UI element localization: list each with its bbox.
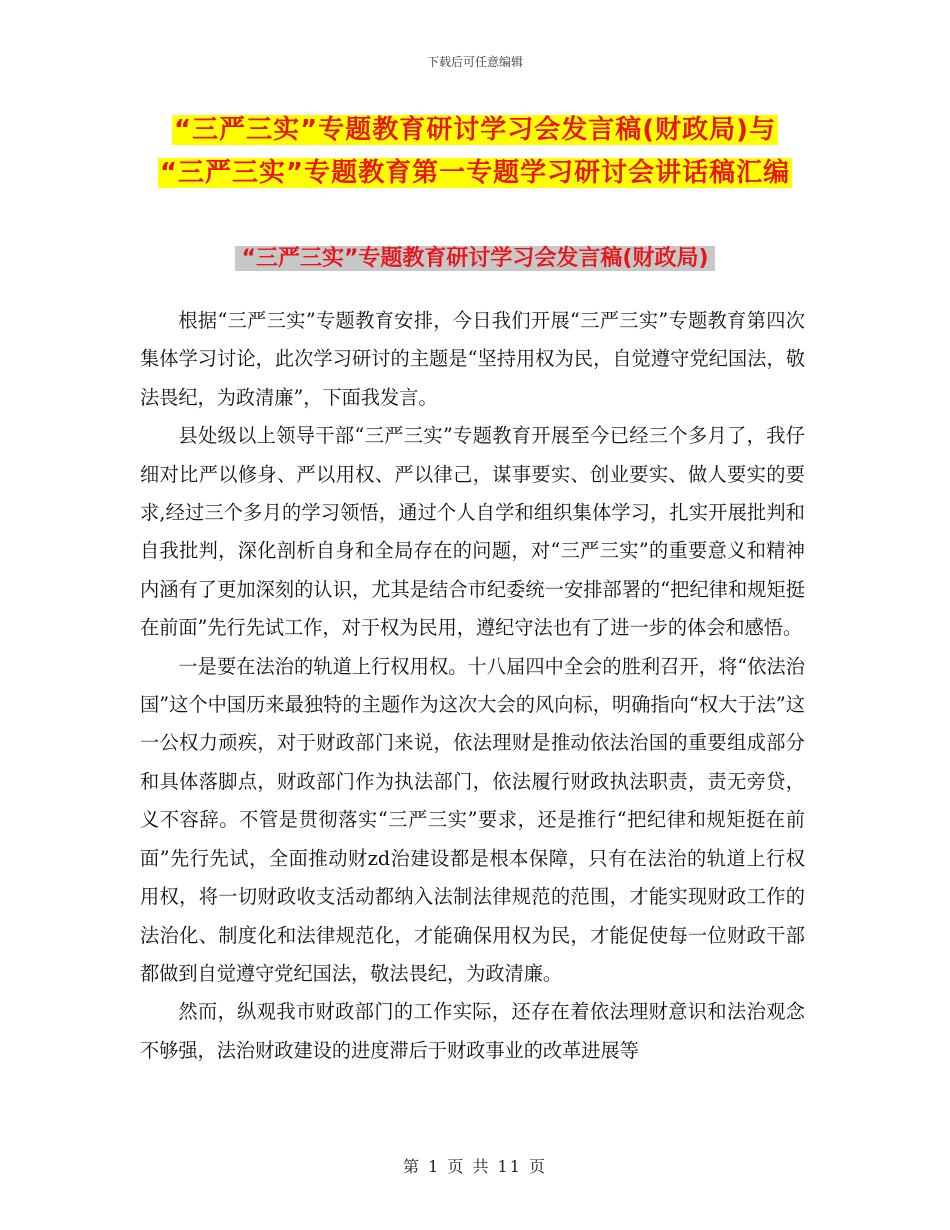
paragraph-1: 根据“三严三实”专题教育安排，今日我们开展“三严三实”专题教育第四次集体学习讨论，此次学习研讨的主题是“坚持用权为民，自觉遵守党纪国法，敬法畏纪，为政清廉”，下面我发言。 (140, 309, 805, 409)
paragraph-3: 一是要在法治的轨道上行权用权。十八届四中全会的胜利召开，将“依法治国”这个中国历来最独特的主题作为这次大会的风向标，明确指向“权大于法”这一公权力顽疾，对于财政部门来说，依法理财是推动依法治国的重要组成部分和具体落脚点，财政部门作为执法部门，依法履行财政执法职责，责无旁贷，义不容辞。不管是贯彻落实“三严三实”要求，还是推行“把纪律和规矩挺在前面”先行先试，全面推动财zd治建设都是根本保障，只有在法治的轨道上行权用权，将一切财政收支活动都纳入法制法律规范的范围，才能实现财政工作的法治化、制度化和法律规范化，才能确保用权为民，才能促使每一位财政干部都做到自觉遵守党纪国法，敬法畏纪，为政清廉。 (140, 654, 805, 985)
section-title-text: “三严三实”专题教育研讨学习会发言稿(财政局) (235, 246, 714, 271)
page-number-footer: 第 1 页 共 11 页 (403, 1157, 547, 1176)
document-title-line-2-text: “三严三实”专题教育第一专题学习研讨会讲话稿汇编 (159, 158, 791, 188)
document-title-line-1 (0, 112, 950, 148)
section-title (0, 243, 950, 275)
paragraph-2: 县处级以上领导干部“三严三实”专题教育开展至今已经三个多月了，我仔细对比严以修身、严以用权、严以律己，谋事要实、创业要实、做人要实的要求,经过三个多月的学习领悟，通过个人自学和组织集体学习，扎实开展批判和自我批判，深化剖析自身和全局存在的问题，对“三严三实”的重要意义和精神内涵有了更加深刻的认识，尤其是结合市纪委统一安排部署的“把纪律和规矩挺在前面”先行先试工作，对于权为民用，遵纪守法也有了进一步的体会和感悟。 (140, 424, 805, 640)
paragraph-4: 然而，纵观我市财政部门的工作实际，还存在着依法理财意识和法治观念不够强，法治财政建设的进度滞后于财政事业的改革进展等 (140, 1000, 805, 1062)
document-title-line-1-text: “三严三实”专题教育研讨学习会发言稿(财政局)与 (174, 115, 776, 145)
page-header-note: 下载后可任意编辑 (426, 55, 523, 69)
document-body (140, 302, 805, 1070)
document-title-line-2 (0, 155, 950, 191)
